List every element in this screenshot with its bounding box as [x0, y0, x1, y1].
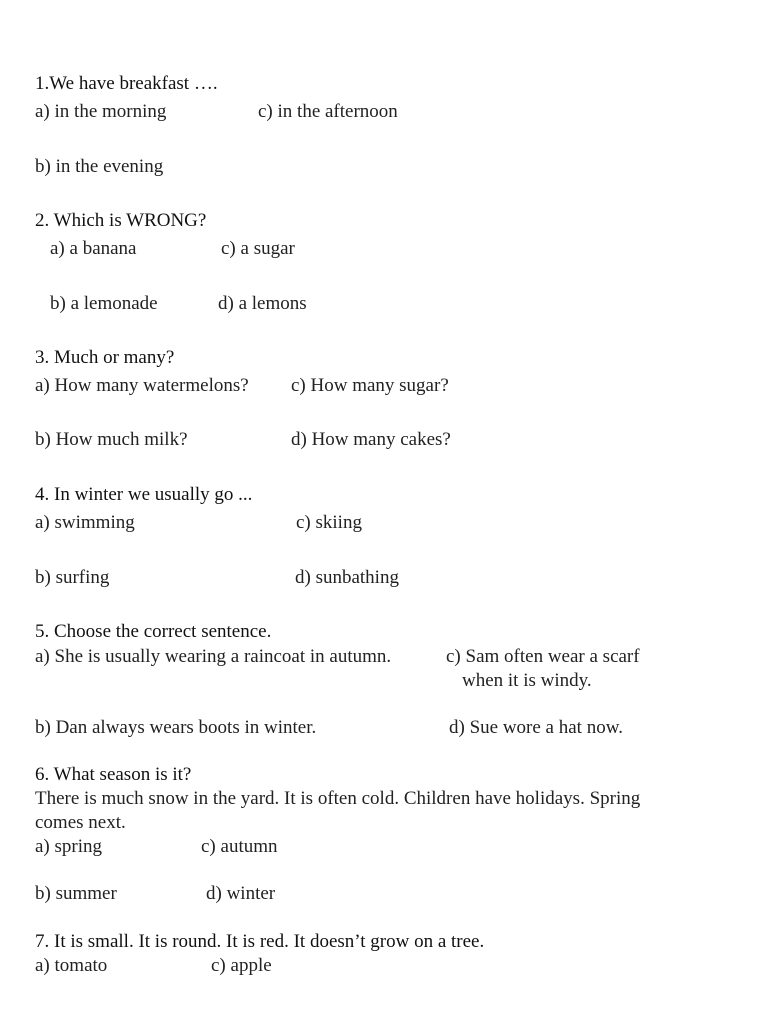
q6-option-b: b) summer — [35, 883, 117, 904]
q6-option-c: c) autumn — [201, 836, 278, 857]
q2-option-a: a) a banana — [50, 238, 137, 259]
q1-option-b: b) in the evening — [35, 156, 164, 177]
q6-text-line2: comes next. — [35, 812, 126, 833]
question-3: 3. Much or many? — [35, 347, 175, 368]
q2-option-c: c) a sugar — [221, 238, 295, 259]
q5-option-c-line2: when it is windy. — [462, 670, 592, 691]
q4-option-c: c) skiing — [296, 512, 362, 533]
question-1: 1.We have breakfast …. — [35, 73, 218, 94]
q6-option-a: a) spring — [35, 836, 103, 857]
question-2: 2. Which is WRONG? — [35, 210, 207, 231]
q3-option-c: c) How many sugar? — [291, 375, 449, 396]
q5-option-c-line1: c) Sam often wear a scarf — [446, 646, 640, 667]
q4-option-d: d) sunbathing — [295, 567, 399, 588]
q6-option-d: d) winter — [206, 883, 276, 904]
q3-option-b: b) How much milk? — [35, 429, 188, 450]
q1-option-a: a) in the morning — [35, 101, 167, 122]
question-4: 4. In winter we usually go ... — [35, 484, 253, 505]
q2-option-d: d) a lemons — [218, 293, 307, 314]
q5-option-d: d) Sue wore a hat now. — [449, 717, 623, 738]
q6-text-line1: There is much snow in the yard. It is often cold. Children have holidays. Spring — [35, 788, 641, 809]
q5-option-b: b) Dan always wears boots in winter. — [35, 717, 317, 738]
q4-option-a: a) swimming — [35, 512, 135, 533]
q3-option-d: d) How many cakes? — [291, 429, 451, 450]
q4-option-b: b) surfing — [35, 567, 110, 588]
q1-option-c: c) in the afternoon — [258, 101, 398, 122]
question-6: 6. What season is it? — [35, 764, 192, 785]
q5-option-a: a) She is usually wearing a raincoat in autumn. — [35, 646, 392, 667]
q7-option-a: a) tomato — [35, 955, 108, 976]
q7-option-c: c) apple — [211, 955, 272, 976]
q2-option-b: b) a lemonade — [50, 293, 158, 314]
q3-option-a: a) How many watermelons? — [35, 375, 249, 396]
question-5: 5. Choose the correct sentence. — [35, 621, 272, 642]
question-7: 7. It is small. It is round. It is red. It doesn’t grow on a tree. — [35, 931, 485, 952]
